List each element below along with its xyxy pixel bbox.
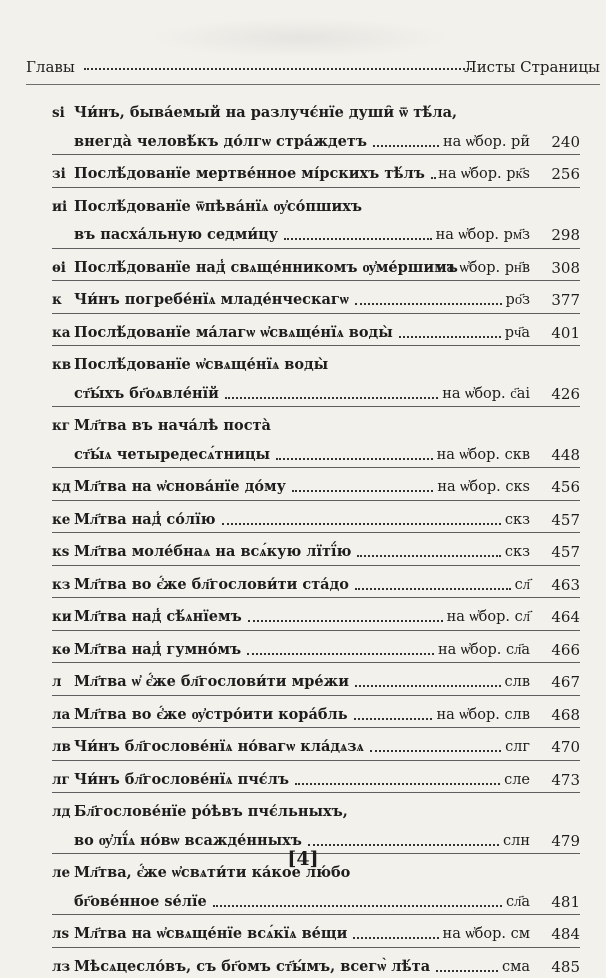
leader-dots: [225, 397, 438, 399]
entry-page: 484: [551, 925, 580, 943]
entry-separator: [52, 630, 580, 631]
entry-leaf-ref: рч҃а: [504, 324, 530, 341]
entry-leaf-ref: на ѡ҆бор. слв: [436, 706, 530, 723]
toc-entry-line: [52, 476, 580, 498]
entry-page: 308: [551, 258, 580, 277]
entry-title: ст҃ы́хъ бг҃оѧвле́нїй: [74, 384, 219, 402]
leader-dots: [436, 970, 498, 972]
entry-page: 457: [551, 510, 580, 529]
entry-title: Мл҃тва во є҆́же бл҃гослови́ти ста́до: [74, 575, 349, 593]
entry-title: Послѣ́дованїе ѡ҆свѧще́нїѧ воды̀: [74, 356, 329, 373]
entry-title: Мл҃тва моле́бнаѧ на всѧ́кую лїтї́ю: [74, 543, 352, 560]
entry-title: Бл҃гослове́нїе ро́ѣвъ пчє́льныхъ,: [74, 803, 348, 820]
toc-entry-line: [52, 224, 580, 246]
entry-title: въ пасха́льную седми́цу: [74, 226, 279, 243]
entry-leaf-ref: скз: [504, 511, 530, 528]
entry-page: 256: [551, 165, 580, 183]
entry-separator: [52, 313, 580, 314]
entry-number: ка: [52, 324, 71, 341]
toc-entry-line: [52, 354, 580, 376]
entry-number: лг: [52, 771, 70, 788]
entry-separator: [52, 500, 580, 501]
toc-entry-line: [52, 923, 580, 945]
entry-page: 485: [551, 957, 580, 976]
toc-entry-line: [52, 383, 580, 405]
leader-dots: [355, 303, 502, 305]
entry-page: 457: [551, 543, 580, 561]
entry-title: Послѣ́дованїе ѿпѣва́нїѧ ѹ҆со́пшихъ: [74, 197, 363, 215]
toc-entry-line: [52, 257, 580, 279]
entry-separator: [52, 248, 580, 249]
entry-number: ѳі: [52, 259, 66, 276]
entry-title: Послѣ́дованїе над̾ свѧще́нникомъ ѹ҆ме́ршимъ: [74, 258, 458, 276]
leader-dots: [295, 783, 500, 785]
entry-number: кѕ: [52, 544, 70, 560]
entry-separator: [52, 406, 580, 407]
entry-leaf-ref: на ѡ҆бор. см: [442, 926, 530, 942]
entry-page: 479: [551, 831, 580, 850]
leader-dots: [399, 336, 501, 338]
toc-entry-line: [52, 196, 580, 218]
entry-leaf-ref: слн: [503, 832, 530, 849]
entry-leaf-ref: на ѡ҆бор. рк҃ѕ: [438, 166, 530, 182]
entry-separator: [52, 914, 580, 915]
entry-title: Чи́нъ бл҃гослове́нїѧ но́вагѡ кла́дѧзѧ: [74, 738, 364, 755]
leader-dots: [353, 937, 438, 939]
entry-leaf-ref: на ѡ҆бор. ри̃: [442, 133, 530, 150]
entry-separator: [52, 760, 580, 761]
entry-leaf-ref: ро҃з: [505, 292, 530, 308]
entry-page: 468: [551, 705, 580, 724]
entry-title: Мл҃тва въ нача́лѣ поста̀: [74, 417, 271, 434]
leader-dots: [292, 490, 433, 492]
entry-separator: [52, 662, 580, 663]
leader-dots: [247, 653, 434, 655]
entry-leaf-ref: сл҃а: [505, 893, 530, 910]
entry-number: ла: [52, 706, 71, 723]
entry-leaf-ref: на ѡ҆бор. сл҃: [446, 609, 530, 625]
entry-separator: [52, 154, 580, 155]
entry-number: кз: [52, 576, 71, 593]
entry-page: 464: [551, 608, 580, 626]
entry-leaf-ref: скз: [504, 544, 530, 560]
toc-entry-line: [52, 131, 580, 153]
entry-title: бг҃ове́нное ѕе́лїе: [74, 892, 207, 910]
entry-title: Мѣсѧцесло́въ, съ бг҃омъ ст҃ы́мъ, всегѡ̀ лѣ́та: [74, 957, 431, 975]
entry-page: 473: [551, 770, 580, 789]
toc-entry-line: [52, 289, 580, 311]
toc-entry-line: [52, 415, 580, 437]
entry-leaf-ref: на ѡ҆бор. рн҃в: [436, 259, 530, 276]
page-number: [4]: [287, 848, 319, 870]
leader-dots: [354, 718, 433, 720]
toc-entry-line: [52, 671, 580, 693]
header-chapters: Главы: [26, 58, 75, 76]
entry-page: 456: [551, 478, 580, 496]
toc-entry-line: [52, 322, 580, 344]
toc-entry-line: [52, 541, 580, 563]
leader-dots: [248, 620, 443, 622]
toc-entry-line: [52, 891, 580, 913]
entry-number: кд: [52, 479, 71, 495]
entry-number: лв: [52, 739, 71, 755]
entry-title: Чи́нъ, быва́емый на разлучє́нїе души̑ ѿ тѣ́ла,: [74, 104, 458, 121]
entry-leaf-ref: на ѡ҆бор. скв: [436, 446, 530, 463]
entry-page: 240: [551, 132, 580, 151]
entry-number: иі: [52, 198, 68, 215]
entry-number: зі: [52, 166, 66, 182]
entry-page: 401: [551, 323, 580, 342]
toc-entry-line: [52, 574, 580, 596]
toc-entry-line: [52, 102, 580, 124]
entry-leaf-ref: на ѡ҆бор. сл҃а: [437, 641, 530, 658]
toc-entry-line: [52, 163, 580, 185]
entry-number: кѳ: [52, 641, 71, 658]
entry-number: кг: [52, 418, 71, 434]
entry-leaf-ref: слв: [504, 674, 530, 690]
entry-title: Мл҃тва на ѡ҆снова́нїе до́му: [74, 478, 286, 495]
entry-title: внегда̀ человѣ́къ до́лгѡ стра́ждетъ: [74, 132, 368, 150]
entry-title: Мл҃тва над̾ сѣ́ѧнїемъ: [74, 608, 242, 625]
entry-separator: [52, 467, 580, 468]
entry-title: Послѣ́дованїе ма́лагѡ ѡ҆свѧще́нїѧ воды̀: [74, 323, 393, 341]
entry-title: Чи́нъ бл҃гослове́нїѧ пчє́лъ: [74, 770, 289, 788]
leader-dots: [276, 458, 433, 460]
entry-number: ѕі: [52, 105, 65, 121]
entry-title: Послѣ́дованїе мертве́нное мі́рскихъ тѣ́лъ: [74, 165, 425, 182]
entry-number: лд: [52, 804, 71, 820]
entry-number: кв: [52, 357, 72, 373]
entry-page: 448: [551, 445, 580, 464]
leader-dots: [284, 238, 432, 240]
entry-leaf-ref: сл҃: [514, 576, 530, 593]
entry-separator: [52, 345, 580, 346]
entry-leaf-ref: слг: [505, 739, 530, 755]
entry-page: 426: [551, 384, 580, 403]
entry-number: ле: [52, 865, 71, 881]
entry-title: Мл҃тва ѡ҆ є҆́же бл҃гослови́ти мре́жи: [74, 673, 349, 690]
entry-page: 467: [551, 673, 580, 691]
leader-dots: [213, 905, 502, 907]
entry-separator: [52, 727, 580, 728]
entry-number: лѕ: [52, 926, 70, 942]
toc-entry-line: [52, 509, 580, 531]
leader-dots: [357, 555, 501, 557]
entry-number: к: [52, 292, 62, 308]
leader-dots: [373, 145, 439, 147]
entry-separator: [52, 532, 580, 533]
leader-dots: [355, 588, 511, 590]
entry-leaf-ref: сма: [501, 958, 530, 975]
entry-title: Мл҃тва на ѡ҆свѧще́нїе всѧ́кїѧ ве́щи: [74, 925, 348, 942]
entry-separator: [52, 280, 580, 281]
leader-dots: [222, 523, 501, 525]
toc-entry-line: [52, 769, 580, 791]
toc-entry-line: [52, 736, 580, 758]
leader-dots: [370, 750, 501, 752]
header-leaves-pages: Листы Страницы: [464, 58, 600, 76]
leader-dots: [308, 844, 499, 846]
leader-dots: [431, 177, 434, 179]
entry-title: во ѹ҆лї́ѧ но́вѡ всажде́нныхъ: [74, 831, 302, 849]
entry-page: 481: [551, 892, 580, 911]
entry-title: Мл҃тва над̾ со́лїю: [74, 510, 216, 528]
entry-separator: [52, 947, 580, 948]
entry-separator: [52, 695, 580, 696]
entry-page: 463: [551, 575, 580, 594]
entry-number: ке: [52, 511, 71, 528]
entry-leaf-ref: на ѡ҆бор. рм҃з: [435, 227, 530, 243]
toc-entry-line: [52, 606, 580, 628]
entry-number: л: [52, 674, 62, 690]
entry-title: Мл҃тва над̾ гумно́мъ: [74, 640, 242, 658]
toc-entry-line: [52, 444, 580, 466]
entry-separator: [52, 597, 580, 598]
toc-entry-line: [52, 956, 580, 978]
entry-separator: [52, 187, 580, 188]
toc-entry-line: [52, 639, 580, 661]
entry-number: лз: [52, 958, 71, 975]
entry-page: 466: [551, 640, 580, 659]
entry-number: ки: [52, 609, 72, 625]
entry-leaf-ref: на ѡ҆бор. скѕ: [437, 479, 530, 495]
leader-dots: [355, 685, 501, 687]
entry-page: 298: [551, 226, 580, 244]
entry-page: 470: [551, 738, 580, 756]
toc-entry-line: [52, 704, 580, 726]
entry-leaf-ref: сле: [504, 771, 530, 788]
entry-page: 377: [551, 291, 580, 309]
entry-separator: [52, 792, 580, 793]
entry-title: Мл҃тва, є҆́же ѡ҆свѧти́ти ка́кое лю́бо: [74, 864, 351, 881]
entry-leaf-ref: на ѡ҆бор. с҃аі: [442, 385, 530, 402]
entry-title: Чи́нъ погребе́нїѧ младе́нческагѡ: [74, 291, 349, 308]
toc-entry-line: [52, 801, 580, 823]
entry-title: ст҃ы́ѧ четыредесѧ́тницы: [74, 445, 271, 463]
entry-separator: [52, 565, 580, 566]
entry-title: Мл҃тва во є҆́же ѹ҆стро́ити кора́бль: [74, 705, 348, 723]
